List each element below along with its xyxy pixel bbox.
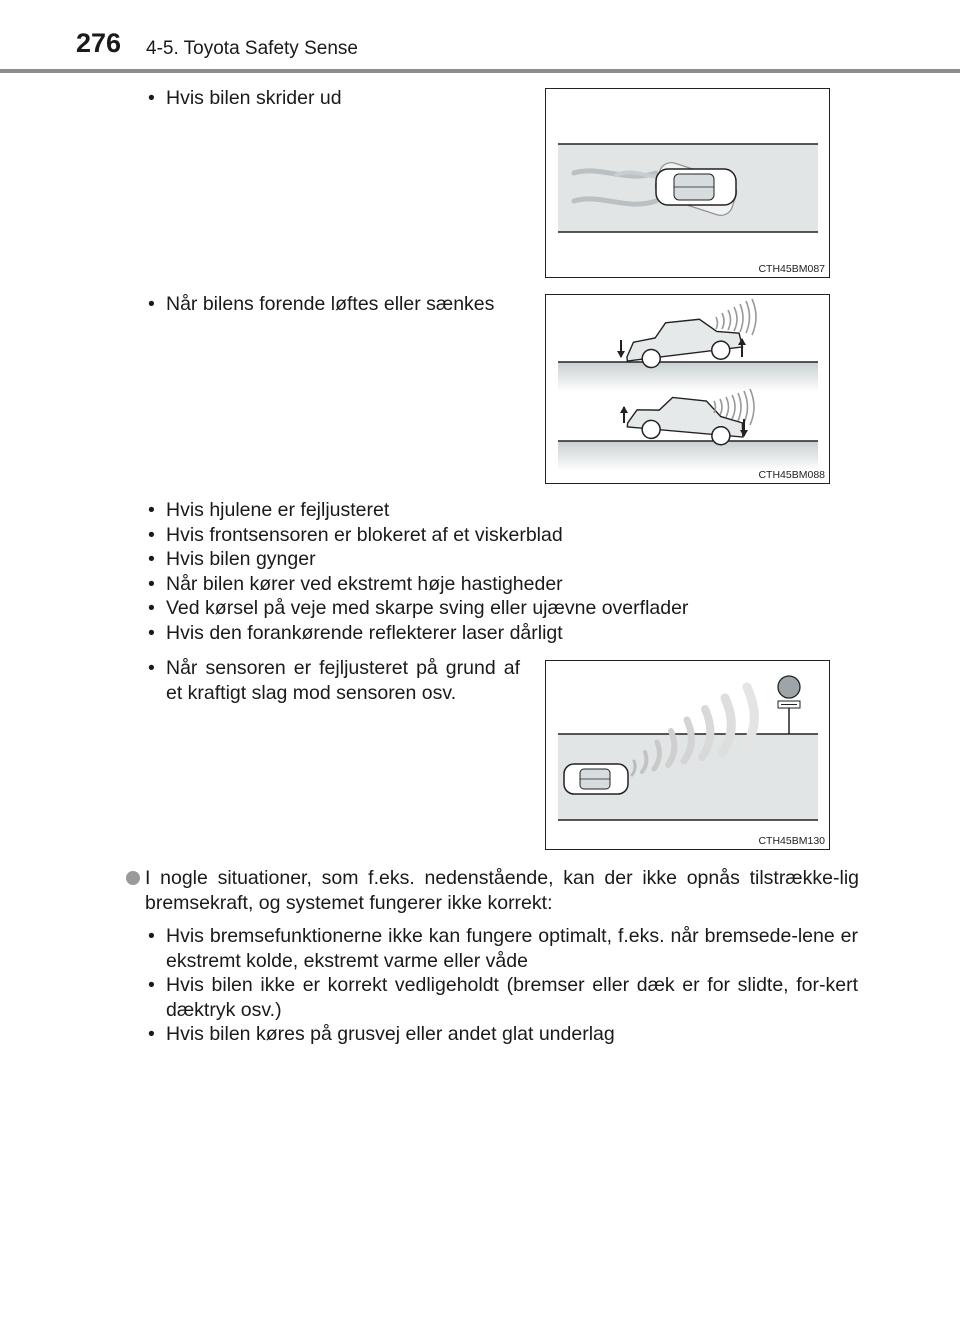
list-item: • Når sensoren er fejljusteret på grund af et kraftigt slag mod sensoren osv.: [142, 656, 520, 705]
header-rule: [0, 69, 960, 73]
skidding-car-illustration: [546, 89, 829, 277]
list-sensor: [142, 656, 520, 705]
list-item: • Hvis bilen køres på grusvej eller andet glat underlag: [142, 1022, 858, 1047]
list-item: • Hvis bilen ikke er korrekt vedligeholdt (bremser eller dæk er for slidte, for-kert dæktryk osv.): [142, 973, 858, 1022]
figure-car-skidding: [545, 88, 830, 278]
note-bullet-icon: [126, 871, 140, 885]
list-skid: [142, 86, 512, 111]
sensor-beam-illustration: [546, 661, 829, 849]
list-item: • Hvis bilen gynger: [142, 547, 862, 572]
list-item: • Hvis den forankørende reflekterer laser dårligt: [142, 621, 862, 646]
list-item: • Hvis frontsensoren er blokeret af et viskerblad: [142, 523, 862, 548]
list-item: • Når bilen kører ved ekstremt høje hastigheder: [142, 572, 862, 597]
list-item: • Hvis bremsefunktionerne ikke kan fungere optimalt, f.eks. når bremsede-lene er ekstremt kolde, ekstremt varme eller våde: [142, 924, 858, 973]
note-text: I nogle situationer, som f.eks. nedenstående, kan der ikke opnås tilstrække-lig bremsekraft, og systemet fungerer ikke korrekt:: [145, 867, 859, 914]
figure-code: CTH45BM130: [758, 835, 825, 847]
pitching-car-illustration: [546, 295, 829, 483]
page-number: 276: [76, 28, 122, 58]
list-front-lift: [142, 292, 532, 317]
figure-code: CTH45BM087: [758, 263, 825, 275]
figure-code: CTH45BM088: [758, 469, 825, 481]
note-sub-list: [142, 924, 858, 1047]
list-conditions: [142, 498, 862, 645]
list-item: • Når bilens forende løftes eller sænkes: [142, 292, 532, 317]
section-title: 4-5. Toyota Safety Sense: [146, 38, 358, 59]
list-item: • Hvis bilen skrider ud: [142, 86, 512, 111]
list-item: • Hvis hjulene er fejljusteret: [142, 498, 862, 523]
list-item: • Ved kørsel på veje med skarpe sving eller ujævne overflader: [142, 596, 862, 621]
figure-car-pitching: [545, 294, 830, 484]
figure-sensor-misaligned: [545, 660, 830, 850]
